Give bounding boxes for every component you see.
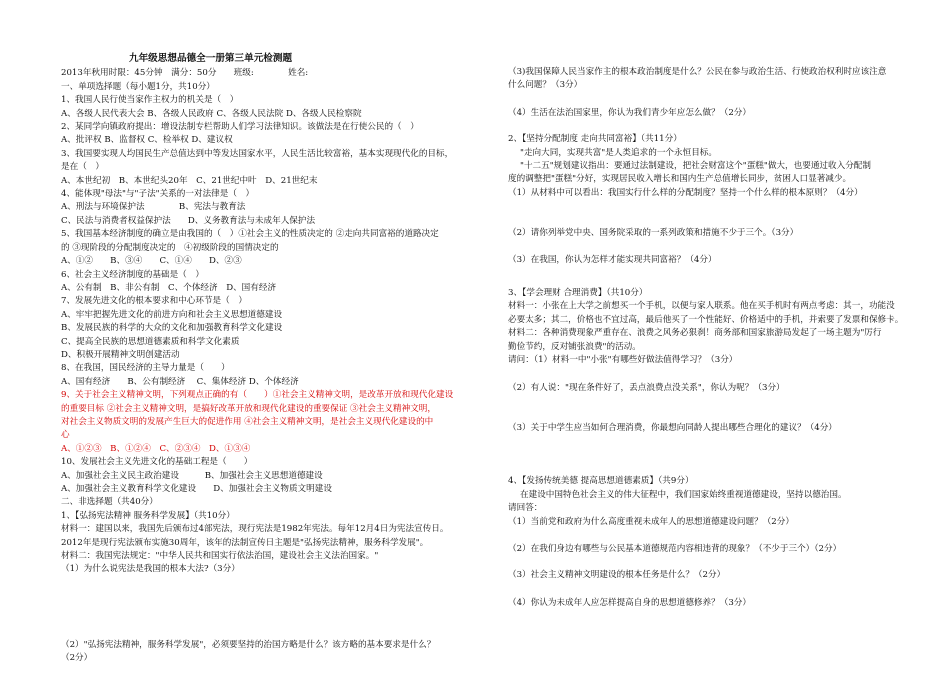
question-options: A、加强社会主义民主政治建设 B、加强社会主义思想道德建设 (61, 470, 323, 481)
question-stem: 3、我国要实现人均国民生产总值达到中等发达国家水平，人民生活比较富裕，基本实现现代化的目标， (61, 148, 454, 159)
material-line: 度的调整把"蛋糕"分好，实现居民收入增长和国内生产总值增长同步，贫困人口显著减少。 (508, 174, 852, 185)
material-line: 材料二：各种消费现象严重存在、浪费之风务必狠刹！商务部和国家旅游局发起了一场主题为"厉行 (508, 328, 882, 339)
left-column (61, 0, 471, 666)
part2-heading: 二、非选择题（共40分） (61, 497, 158, 508)
section-heading: 4、【发扬传统美德 提高思想道德素质】（共9分） (508, 476, 694, 487)
section-4 (508, 475, 918, 529)
question-4 (61, 188, 471, 228)
question-5 (61, 228, 471, 268)
question-8 (61, 362, 471, 389)
sub-question: （2）请你列举党中央、国务院采取的一系列政策和措施不少于三个。（3分） (508, 228, 799, 239)
info-line: 2013年秋用时限：45分钟 满分：50分 班级: 姓名: (61, 68, 309, 79)
sub-question: （1）从材料中可以看出：我国实行什么样的分配制度？坚持一个什么样的根本原则？（4分） (508, 187, 863, 198)
question-stem: 9、关于社会主义精神文明，下列观点正确的有（ ）①社会主义精神文明，是改革开放和现代化建设 (61, 390, 454, 401)
question-stem-cont: 是在（ ） (61, 162, 104, 173)
material-line: 在建设中国特色社会主义的伟大征程中，我们国家始终重视道德建设，坚持以德治国。 (520, 489, 847, 500)
question-6 (61, 269, 471, 296)
question-option-b: B、发展民族的科学的大众的文化和加强教育科学文化建设 (61, 323, 283, 334)
section-3 (508, 287, 918, 367)
question-1 (61, 94, 471, 121)
question-options: A、①② B、③④ C、①④ D、②③ (61, 256, 242, 267)
question-2 (61, 121, 471, 148)
answer-space (508, 120, 918, 133)
question-option-c: C、提高全民族的思想道德素质和科学文化素质 (61, 336, 240, 347)
question-stem: 5、我国基本经济制度的确立是由我国的（ ）①社会主义的性质决定的 ②走向共同富裕的道路决定 (61, 229, 439, 240)
answer-space (508, 200, 918, 227)
sub-question-cont: （2分） (61, 653, 93, 664)
question-stem-cont: 的 ③现阶段的分配制度决定的 ④初级阶段的国情决定的 (61, 242, 279, 253)
answer-space (508, 435, 918, 475)
material-line: 勤俭节约，反对铺张浪费"的活动。 (508, 341, 641, 352)
material-line: 必要太多；其二，价格也不宜过高，最后他买了一个性能好、价格适中的手机，并索要了发票和保修卡。 (508, 314, 904, 325)
question-stem: 7、发展先进文化的根本要求和中心环节是（ ） (61, 296, 247, 307)
answer-space (508, 93, 918, 107)
sub-question: （2）"弘扬宪法精神，服务科学发展"，必须要坚持的治国方略是什么？该方略的基本要求是什么？ (61, 639, 436, 650)
section-2 (508, 133, 918, 200)
sub-question: （1）当前党和政府为什么高度重视未成年人的思想道德建设问题？（2分） (508, 516, 794, 527)
question-stem-cont: 的重要目标 ②社会主义精神文明，是搞好改革开放和现代化建设的重要保证 ③社会主义精神文明， (61, 403, 436, 414)
question-options: A、加强社会主义教育科学文化建设 D、加强社会主义物质文明建设 (61, 484, 332, 494)
page-title: 九年级思想品德全一册第三单元检测题 (129, 53, 293, 64)
question-7 (61, 295, 471, 362)
section-heading: 3、【学会理财 合理消费】（共10分） (508, 288, 648, 299)
answer-space (508, 368, 918, 382)
question-options: C、民法与消费者权益保护法 D、义务教育法与未成年人保护法 (61, 215, 316, 226)
question-stem: 4、能体现"母法"与"子法"关系的一对法律是（ ） (61, 189, 255, 200)
sub-question-cont: 什么问题？（3分） (508, 80, 583, 91)
material-line: 2012年是现行宪法颁布实施30周年，该年的法制宣传日主题是"弘扬宪法精神，服务科学发展"。 (61, 537, 429, 548)
question-options: A、刑法与环境保护法 B、宪法与教育法 (61, 202, 246, 213)
sub-question: （2）有人说："现在条件好了，丢点浪费点没关系"，你认为呢？（3分） (508, 382, 785, 393)
answer-space (508, 583, 918, 597)
material-line: 请回答： (508, 503, 543, 514)
sub-question: （2）在我们身边有哪些与公民基本道德规范内容相违背的现象？（不少于三个）（2分） (508, 543, 842, 554)
sub-question: （4）你认为未成年人应怎样提高自身的思想道德修养？（3分） (508, 597, 751, 608)
question-stem: 2、某同学向镇政府提出：增设法制专栏帮助人们学习法律知识。该做法是在行使公民的（ ） (61, 122, 419, 133)
sub-question: （3）关于中学生应当如何合理消费，你最想向同龄人提出哪些合理化的建议？（4分） (508, 422, 837, 433)
material-line: 材料一：小张在上大学之前想买一个手机，以便与家人联系。他在买手机时有两点考虑：其一，功能没 (508, 301, 895, 312)
question-option-a: A、牢牢把握先进文化的前进方向和社会主义思想道德建设 (61, 309, 283, 320)
section-heading: 2、【坚持分配制度 走向共同富裕】（共11分） (508, 134, 682, 145)
answer-space (508, 241, 918, 254)
sub-question: （3)我国保障人民当家作主的根本政治制度是什么？公民在参与政治生活、行使政治权利时应该注意 (508, 67, 887, 77)
sub-question: （4）生活在法治国家里，你认为我们青少年应怎么做？（2分） (508, 107, 751, 118)
question-options: A、国有经济 B、公有制经济 C、集体经济 D、个体经济 (61, 376, 299, 387)
question-3 (61, 148, 471, 188)
answer-space (508, 529, 918, 543)
question-stem-cont: 心 (61, 430, 70, 441)
question-options: A、公有制 B、非公有制 C、个体经济 D、国有经济 (61, 282, 277, 293)
question-9 (61, 389, 471, 456)
question-stem: 8、在我国，国民经济的主导力量是（ ） (61, 363, 230, 374)
sub-question: 请问：（1）材料一中"小张"有哪些好做法值得学习？（3分） (508, 355, 738, 366)
question-stem-cont: 对社会主义物质文明的发展产生巨大的促进作用 ④社会主义精神文明，是社会主义现代化建设的中 (61, 416, 434, 427)
part1-heading: 一、单项选择题（每小题1分，共10分） (61, 81, 215, 92)
sub-question: （3）在我国，你认为怎样才能实现共同富裕？（4分） (508, 254, 717, 265)
answer-space (508, 556, 918, 569)
material-line: "十二五"规划建议指出：要通过法制建设，把社会财富这个"蛋糕"做大，也要通过收入分配制 (520, 161, 871, 172)
right-column (508, 66, 918, 610)
material-line: 材料二：我国宪法规定："中华人民共和国实行依法治国，建设社会主义法治国家。" (61, 551, 379, 562)
question-options: A、本世纪初 B、本世纪头20年 C、21世纪中叶 D、21世纪末 (61, 175, 318, 186)
sub-question: （1）为什么说宪法是我国的根本大法?（3分） (61, 564, 240, 575)
question-10 (61, 456, 471, 496)
material-line: "走向大同，实现共富"是人类追求的一个永恒目标。 (520, 147, 717, 158)
question-stem: 6、社会主义经济制度的基础是（ ） (61, 269, 204, 280)
question-options: A、①②③ B、①②④ C、②③④ D、①③④ (61, 443, 251, 454)
answer-space (508, 395, 918, 422)
question-stem: 1、我国人民行使当家作主权力的机关是（ ） (61, 95, 239, 106)
question-options: A、批评权 B、监督权 C、检举权 D、建议权 (61, 135, 233, 146)
sub-question: （3）社会主义精神文明建设的根本任务是什么？（2分） (508, 570, 726, 581)
section-heading: 1、【弘扬宪法精神 服务科学发展】（共10分） (61, 510, 235, 521)
question-options: A、各级人民代表大会 B、各级人民政府 C、各级人民法院 D、各级人民检察院 (61, 108, 362, 119)
answer-space (508, 267, 918, 287)
question-option-d: D、积极开展精神文明创建活动 (61, 349, 180, 360)
material-line: 材料一：建国以来，我国先后颁布过4部宪法，现行宪法是1982年宪法。每年12月4日为宪法宣传日。 (61, 524, 449, 535)
question-stem: 10、发展社会主义先进文化的基础工程是（ ） (61, 457, 253, 468)
answer-space (61, 577, 471, 639)
section-1 (61, 510, 471, 577)
